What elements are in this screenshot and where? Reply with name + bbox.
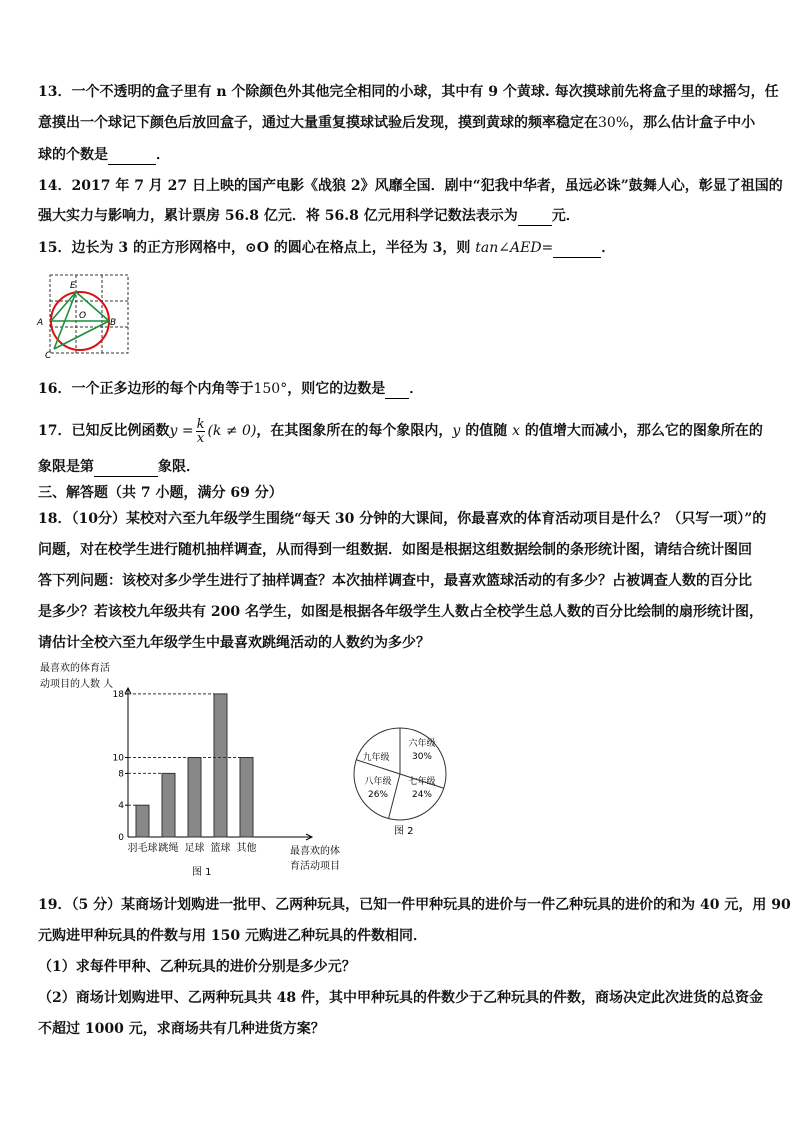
q13-line1: 13．一个不透明的盒子里有 n 个除颜色外其他完全相同的小球，其中有 9 个黄球. 每次摸球前先将盒子里的球摇匀，任 [38, 84, 779, 100]
q15-label-o: O [79, 311, 87, 321]
q18-line1: 18．（10分）某校对六至九年级学生围绕“每天 30 分钟的大课间，你最喜欢的体育活动项目是什么？（只写一项）”的 [38, 511, 767, 527]
q14-line2 [38, 206, 580, 226]
q18-line4: 是多少？若该校九年级共有 200 名学生，如图是根据各年级学生人数占全校学生总人数的百分比绘制的扇形统计图， [38, 604, 763, 620]
q17-text-c: 的值随 [460, 423, 513, 439]
pie-chart-slice-value: 30% [411, 752, 433, 762]
bar-chart-ylabel-2: 动项目的人数 人 [40, 679, 114, 690]
q15-label-a: A [37, 318, 44, 328]
q13-answer-blank [108, 150, 156, 165]
q16-text-a: 16．一个正多边形的每个内角等于 [38, 381, 254, 397]
q13-percent: 30% [598, 115, 630, 131]
bar-chart-bar [136, 805, 149, 837]
q17-func-lhs: y = [169, 423, 194, 439]
bar-chart-category-label: 足球 [184, 843, 205, 854]
q17-answer-blank [94, 462, 158, 477]
q15-text-a: 15．边长为 3 的正方形网格中，⊙O 的圆心在格点上，半径为 3，则 [38, 240, 476, 256]
q19-line1: 19．（5 分）某商场计划购进一批甲、乙两种玩具，已知一件甲种玩具的进价与一件乙种玩具的进价的和为 40 元，用 90 [38, 897, 791, 913]
q15-answer-blank [553, 243, 601, 258]
q13-line2b: ，那么估计盒子中小 [629, 115, 756, 131]
q14-line2b: 元． [551, 208, 580, 224]
q13-line3a: 球的个数是 [38, 147, 108, 163]
pie-chart-slice-label: 八年级 [364, 777, 392, 787]
q14-line1: 14．2017 年 7 月 27 日上映的国产电影《战狼 2》风靡全国．剧中“犯我中华者，虽远必诛”鼓舞人心，彰显了祖国的 [38, 178, 783, 194]
q16-line [38, 379, 423, 399]
pie-chart-slice-label: 六年级 [408, 739, 436, 749]
q13-line3b: ． [156, 147, 170, 163]
q15-tan: tan∠AED= [475, 240, 554, 256]
q17-text-b: ，在其图象所在的每个象限内， [256, 423, 453, 439]
section-heading: 三、解答题（共 7 小题，满分 69 分） [38, 485, 283, 501]
bar-chart-bar [162, 773, 175, 837]
q19-sub2b: 不超过 1000 元，求商场共有几种进货方案？ [38, 1021, 325, 1037]
q15-label-c: C [45, 351, 52, 360]
bar-chart-tick-label: 8 [118, 769, 124, 780]
q17-text-a: 17．已知反比例函数 [38, 423, 170, 439]
pie-chart-slice-value: 24% [411, 790, 433, 800]
pie-chart-slice-value: 26% [367, 790, 389, 800]
q19-line2: 元购进甲种玩具的件数与用 150 元购进乙种玩具的件数相同． [38, 928, 427, 944]
q16-text-c: ． [409, 381, 424, 397]
bar-chart-tick-label: 0 [118, 833, 124, 843]
q16-angle: 150° [253, 381, 288, 397]
bar-chart-xlabel-1: 最喜欢的体 [290, 846, 340, 857]
q13-line2a: 意摸出一个球记下颜色后放回盒子，通过大量重复摸球试验后发现，摸到黄球的频率稳定在 [38, 115, 598, 131]
bar-chart-category-label: 篮球 [210, 843, 231, 854]
bar-chart-category-label: 其他 [236, 843, 257, 854]
bar-chart-bar [240, 758, 253, 838]
pie-chart-slice-label: 七年级 [408, 777, 436, 787]
q17-line2b: 象限． [158, 459, 200, 475]
q17-frac-den: x [196, 430, 205, 446]
q17-x: x [512, 423, 520, 439]
q15-grid-figure [36, 270, 136, 360]
bar-chart-tick-label: 4 [118, 801, 124, 812]
pie-chart-slice-label: 九年级 [362, 753, 390, 763]
q18-line3: 答下列问题：该校对多少学生进行了抽样调查？本次抽样调查中，最喜欢篮球活动的有多少？占被调查人数的百分比 [38, 573, 752, 589]
bar-chart-category-label: 跳绳 [158, 843, 179, 854]
q19-sub2: （2）商场计划购进甲、乙两种玩具共 48 件，其中甲种玩具的件数少于乙种玩具的件数，商场决定此次进货的总资金 [38, 990, 763, 1006]
bar-chart-bar [214, 694, 227, 837]
q13-line2 [38, 113, 755, 133]
bar-chart-category-label: 羽毛球 [127, 843, 158, 854]
q16-text-b: ，则它的边数是 [287, 381, 386, 397]
bar-chart-ylabel-1: 最喜欢的体育活 [40, 663, 110, 674]
bar-chart-caption: 图 1 [192, 867, 212, 878]
q15-text-b: ． [601, 240, 616, 256]
q17-line2 [38, 457, 200, 477]
q13-line3 [38, 145, 170, 165]
q17-line1 [38, 417, 763, 445]
bar-chart-xlabel-2: 育活动项目 [290, 861, 340, 872]
pie-chart [352, 726, 452, 841]
q15-label-e: E [70, 281, 76, 291]
bar-chart-tick-label: 10 [112, 753, 124, 764]
q19-sub1: （1）求每件甲种、乙种玩具的进价分别是多少元？ [38, 959, 356, 975]
q17-fraction [196, 418, 206, 445]
q17-y: y [452, 423, 461, 439]
q17-text-d: 的值增大而减小，那么它的图象所在的 [520, 423, 763, 439]
q17-frac-num: k [196, 416, 205, 432]
q15-label-b: B [110, 318, 117, 328]
pie-chart-caption: 图 2 [394, 826, 414, 837]
q14-answer-blank [518, 211, 552, 226]
q18-line5: 请估计全校六至九年级学生中最喜欢跳绳活动的人数约为多少？ [38, 635, 430, 651]
q17-line2a: 象限是第 [38, 459, 94, 475]
q17-cond: (k ≠ 0) [207, 423, 257, 439]
q15-line [38, 238, 615, 258]
q16-answer-blank [385, 384, 409, 399]
bar-chart-tick-label: 18 [112, 689, 124, 700]
bar-chart-bar [188, 758, 201, 838]
q14-line2a: 强大实力与影响力，累计票房 56.8 亿元．将 56.8 亿元用科学记数法表示为 [38, 208, 518, 224]
bar-chart [36, 658, 366, 883]
q18-line2: 问题，对在校学生进行随机抽样调查，从而得到一组数据．如图是根据这组数据绘制的条形统计图，请结合统计图回 [38, 542, 752, 558]
